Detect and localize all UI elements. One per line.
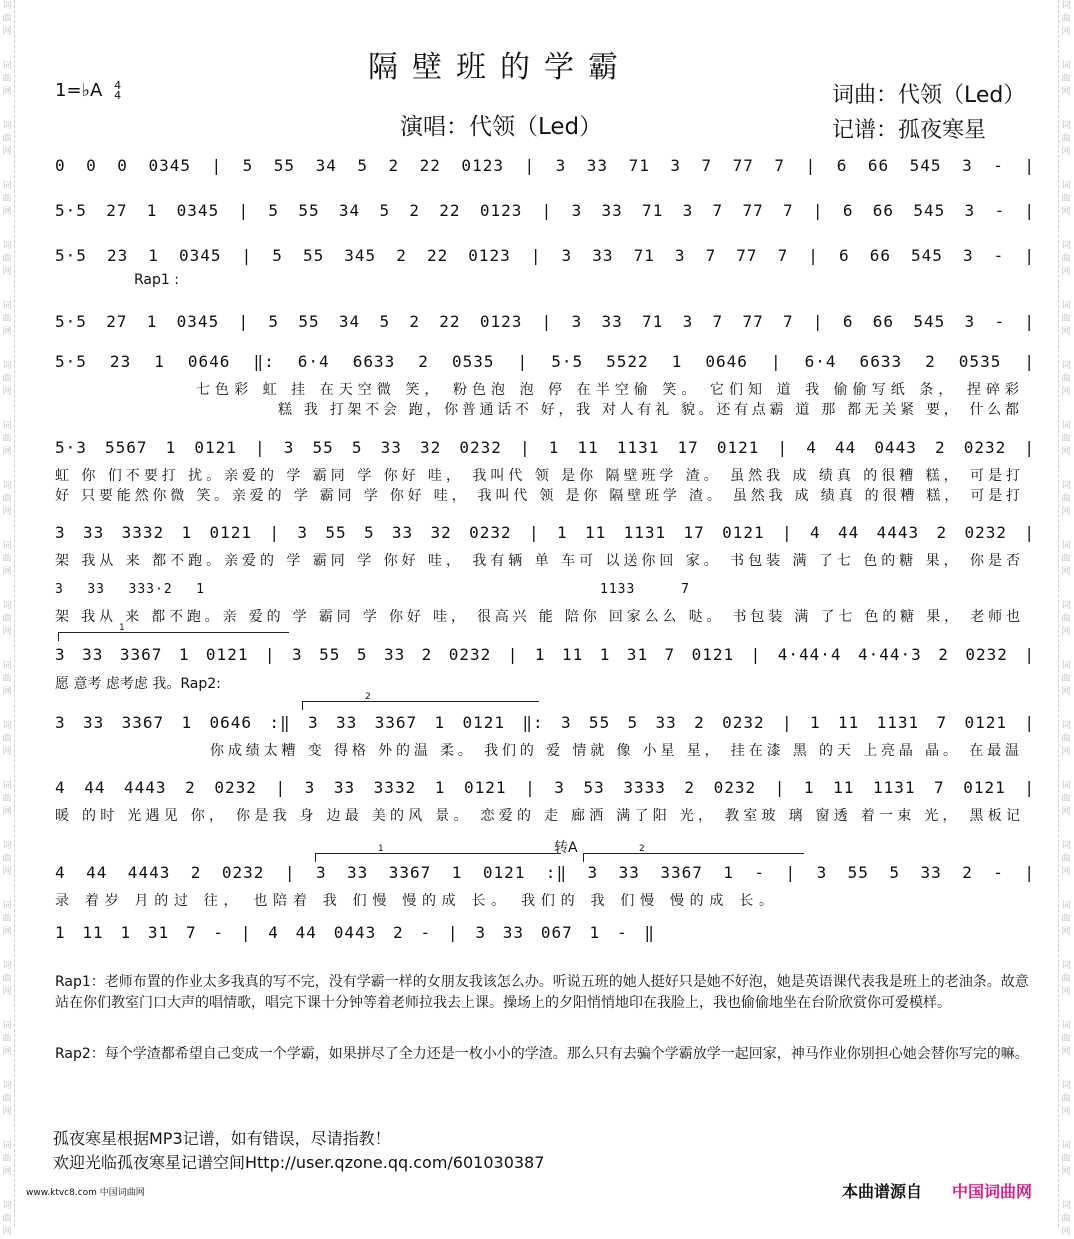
watermark-text: 词 曲 网 bbox=[2, 121, 12, 157]
volta-number: 2 bbox=[639, 844, 645, 854]
watermark-text: 词 曲 网 bbox=[1061, 301, 1071, 337]
watermark-text: 词 曲 网 bbox=[1061, 1, 1071, 37]
score-line-3: 5·5 23 1 0345 | 5 55 345 2 22 0123 | 3 33 71 3 7 77 7 | 6 66 545 3 - | bbox=[55, 246, 1035, 265]
watermark-text: 词 曲 网 bbox=[2, 301, 12, 337]
lyric-8: 架 我从 来 都不跑。亲 爱的 学 霸同 学 你好 哇， 很高兴 能 陪你 回家么么 哒。 书包装 满 了七 色的糖 果， 老师也 bbox=[55, 609, 1020, 625]
score-line-13: 1 11 1 31 7 - | 4 44 0443 2 - | 3 33 067 1 - ‖ bbox=[55, 923, 655, 942]
rap1-text: Rap1：老师布置的作业太多我真的写不完，没有学霸一样的女朋友我该怎么办。听说五班的她人挺好只是她不好泡，她是英语课代表我是班上的老油条。故意站在你们教室门口大声的唱情歌，唱完下课十分钟等着老师拉我去上课。操场上的夕阳悄悄地印在我脸上，我也偷偷地坐在台阶欣赏你可爱模样。 bbox=[55, 974, 1029, 1011]
score-line-5: 5·5 23 1 0646 ‖: 6·4 6633 2 0535 | 5·5 5522 1 0646 | 6·4 6633 2 0535 | bbox=[55, 352, 1035, 371]
volta-number: 1 bbox=[378, 844, 384, 854]
modulation-mark: 转A bbox=[554, 840, 578, 856]
time-signature bbox=[114, 81, 121, 101]
watermark-text: 词 曲 网 bbox=[1061, 61, 1071, 97]
watermark-text: 词 曲 网 bbox=[2, 1141, 12, 1177]
transcriber: 记谱：孤夜寒星 bbox=[832, 118, 987, 143]
watermark-text: 词 曲 网 bbox=[1061, 1081, 1071, 1117]
lyric-6b: 好 只要能然你微 笑。亲爱的 学 霸同 学 你好 哇， 我叫代 领 是你 隔壁班学 渣。 虽然我 成 绩真 的很糟 糕， 可是打 bbox=[55, 488, 1020, 504]
watermark-text: 词 曲 网 bbox=[2, 541, 12, 577]
watermark-text: 词 曲 网 bbox=[1061, 361, 1071, 397]
watermark-text: 词 曲 网 bbox=[1061, 781, 1071, 817]
volta-2-bracket bbox=[583, 844, 804, 862]
volta-2-bracket bbox=[302, 692, 539, 710]
watermark-text: 词 曲 网 bbox=[1061, 841, 1071, 877]
score-line-12: 4 44 4443 2 0232 | 3 33 3367 1 0121 :‖ 3 33 3367 1 - | 3 55 5 33 2 - | bbox=[55, 863, 1035, 882]
watermark-text: 词 曲 网 bbox=[1061, 661, 1071, 697]
watermark-text: 词 曲 网 bbox=[1061, 1201, 1071, 1237]
watermark-text: 词 曲 网 bbox=[2, 1081, 12, 1117]
score-line-8a: 3 33 333·2 1 bbox=[55, 582, 205, 597]
volta-number: 2 bbox=[365, 692, 371, 702]
lyric-11: 暖 的时 光遇见 你， 你是我 身 边最 美的风 景。 恋爱的 走 廊洒 满了阳 光， 教室玻 璃 窗透 着一束 光， 黑板记 bbox=[55, 808, 1020, 824]
singer: 演唱：代领（Led） bbox=[400, 114, 603, 140]
watermark-text: 词 曲 网 bbox=[1061, 961, 1071, 997]
transcriber-link[interactable]: 欢迎光临孤夜寒星记谱空间Http://user.qzone.qq.com/601030387 bbox=[53, 1153, 545, 1172]
volta-1-bracket bbox=[315, 844, 561, 862]
right-margin-watermark bbox=[1058, 0, 1073, 1237]
watermark-text: 词 曲 网 bbox=[1061, 241, 1071, 277]
score-line-2: 5·5 27 1 0345 | 5 55 34 5 2 22 0123 | 3 33 71 3 7 77 7 | 6 66 545 3 - | bbox=[55, 201, 1035, 220]
score-line-7: 3 33 3332 1 0121 | 3 55 5 33 32 0232 | 1 11 1131 17 0121 | 4 44 4443 2 0232 | bbox=[55, 523, 1035, 542]
volta-1-bracket bbox=[58, 623, 289, 641]
watermark-text: 词 曲 网 bbox=[1061, 1141, 1071, 1177]
score-line-4: 5·5 27 1 0345 | 5 55 34 5 2 22 0123 | 3 33 71 3 7 77 7 | 6 66 545 3 - | bbox=[55, 312, 1035, 331]
time-denominator: 4 bbox=[114, 89, 122, 102]
rap2-text: Rap2：每个学渣都希望自己变成一个学霸，如果拼尽了全力还是一枚小小的学渣。那么只有去骗个学霸放学一起回家，神马作业你别担心她会替你写完的嘛。 bbox=[55, 1046, 1029, 1062]
watermark-text: 词 曲 网 bbox=[1061, 901, 1071, 937]
watermark-text: 词 曲 网 bbox=[1061, 421, 1071, 457]
score-line-1: 0 0 0 0345 | 5 55 34 5 2 22 0123 | 3 33 71 3 7 77 7 | 6 66 545 3 - | bbox=[55, 156, 1035, 175]
time-numerator: 4 bbox=[114, 79, 122, 92]
watermark-text: 词 曲 网 bbox=[1061, 541, 1071, 577]
watermark-text: 词 曲 网 bbox=[2, 241, 12, 277]
composer: 词曲：代领（Led） bbox=[832, 83, 1026, 108]
score-line-10: 3 33 3367 1 0646 :‖ 3 33 3367 1 0121 ‖: 3 55 5 33 2 0232 | 1 11 1131 7 0121 | bbox=[55, 713, 1035, 732]
watermark-text: 词 曲 网 bbox=[2, 421, 12, 457]
source-site-link[interactable]: 中国词曲网 bbox=[952, 1182, 1033, 1201]
watermark-text: 词 曲 网 bbox=[2, 901, 12, 937]
song-title: 隔壁班的学霸 bbox=[368, 50, 632, 85]
rap1-marker: Rap1 : bbox=[134, 272, 179, 288]
score-line-8b: 1133 7 bbox=[600, 582, 690, 597]
watermark-text: 词 曲 网 bbox=[2, 961, 12, 997]
watermark-text: 词 曲 网 bbox=[2, 601, 12, 637]
watermark-text: 词 曲 网 bbox=[2, 181, 12, 217]
watermark-text: 词 曲 网 bbox=[2, 481, 12, 517]
lyric-9: 愿 意考 虑考虑 我。Rap2: bbox=[55, 676, 221, 692]
watermark-text: 词 曲 网 bbox=[1061, 721, 1071, 757]
watermark-text: 词 曲 网 bbox=[1061, 1021, 1071, 1057]
source-label: 本曲谱源自 bbox=[842, 1182, 923, 1201]
watermark-text: 词 曲 网 bbox=[1061, 481, 1071, 517]
lyric-6a: 虹 你 们不要打 扰。亲爱的 学 霸同 学 你好 哇， 我叫代 领 是你 隔壁班学 渣。 虽然我 成 绩真 的很糟 糕， 可是打 bbox=[55, 468, 1020, 484]
lyric-10: 你成绩太糟 变 得格 外的温 柔。 我们的 爱 情就 像 小星 星， 挂在漆 黑 的天 上亮晶 晶。 在最温 bbox=[210, 743, 1019, 759]
key-signature bbox=[55, 80, 121, 101]
lyric-5b: 糕 我 打架不会 跑，你普通话不 好，我 对人有礼 貌。还有点霸 道 那 都无关紧 要， 什么都 bbox=[278, 402, 1019, 418]
lyric-7: 架 我从 来 都不跑。亲爱的 学 霸同 学 你好 哇， 我有辆 单 车可 以送你回 家。 书包装 满 了七 色的糖 果， 你是否 bbox=[55, 553, 1020, 569]
lyric-12: 录 着岁 月的过 往， 也陪着 我 们慢 慢的成 长。 我们的 我 们慢 慢的成 长。 bbox=[55, 893, 773, 909]
watermark-text: 词 曲 网 bbox=[2, 1021, 12, 1057]
left-margin-watermark bbox=[0, 0, 15, 1237]
score-line-11: 4 44 4443 2 0232 | 3 33 3332 1 0121 | 3 53 3333 2 0232 | 1 11 1131 7 0121 | bbox=[55, 778, 1035, 797]
watermark-text: 词 曲 网 bbox=[2, 841, 12, 877]
watermark-text: 词 曲 网 bbox=[2, 1201, 12, 1237]
watermark-text: 词 曲 网 bbox=[2, 721, 12, 757]
watermark-text: 词 曲 网 bbox=[2, 781, 12, 817]
key: 1=♭A bbox=[55, 80, 103, 101]
volta-number: 1 bbox=[119, 623, 125, 633]
watermark-text: 词 曲 网 bbox=[2, 1, 12, 37]
transcriber-note: 孤夜寒星根据MP3记谱，如有错误，尽请指教！ bbox=[53, 1129, 391, 1148]
watermark-text: 词 曲 网 bbox=[1061, 121, 1071, 157]
site-watermark: www.ktvc8.com 中国词曲网 bbox=[26, 1188, 145, 1198]
watermark-text: 词 曲 网 bbox=[1061, 181, 1071, 217]
watermark-text: 词 曲 网 bbox=[2, 661, 12, 697]
watermark-text: 词 曲 网 bbox=[1061, 601, 1071, 637]
score-line-9: 3 33 3367 1 0121 | 3 55 5 33 2 0232 | 1 11 1 31 7 0121 | 4·44·4 4·44·3 2 0232 | bbox=[55, 645, 1035, 664]
watermark-text: 词 曲 网 bbox=[2, 361, 12, 397]
lyric-5a: 七色彩 虹 挂 在天空微 笑， 粉色泡 泡 停 在半空偷 笑。 它们知 道 我 偷偷写纸 条， 捏碎彩 bbox=[196, 382, 1019, 398]
watermark-text: 词 曲 网 bbox=[2, 61, 12, 97]
score-line-6: 5·3 5567 1 0121 | 3 55 5 33 32 0232 | 1 11 1131 17 0121 | 4 44 0443 2 0232 | bbox=[55, 438, 1035, 457]
